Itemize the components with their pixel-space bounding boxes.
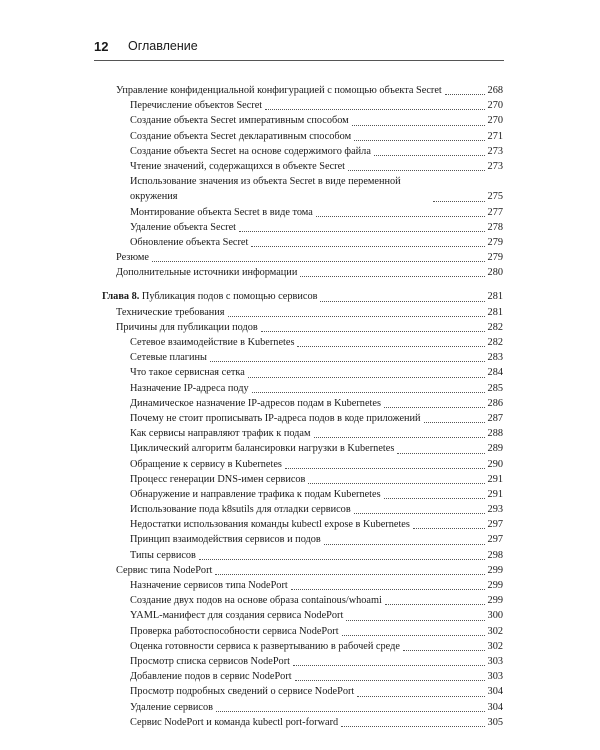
toc-entry-title: [130, 426, 311, 441]
toc-entry-text: Оценка готовности сервиса к развертыванию в рабочей среде: [130, 640, 400, 652]
dot-leader: [385, 604, 485, 605]
toc-entry-title: [130, 174, 430, 204]
toc-entry: [102, 250, 503, 265]
toc-entry: [102, 487, 503, 502]
toc-page-number: 298: [487, 549, 503, 561]
dot-leader: [261, 331, 485, 332]
toc-page-number: 270: [487, 115, 503, 127]
toc-entry-text: Причины для публикации подов: [116, 321, 258, 333]
toc-entry-text: Создание объекта Secret на основе содержимого файла: [130, 145, 371, 157]
toc-entry: [102, 457, 503, 472]
toc-page-number: 291: [487, 473, 503, 485]
toc-page-number: 286: [487, 397, 503, 409]
toc-entry: [102, 235, 503, 250]
toc-entry-title: [130, 98, 262, 113]
toc-entry: [102, 624, 503, 639]
toc-entry-title: [130, 639, 400, 654]
toc-page-number: 282: [487, 321, 503, 333]
toc-chapter-entry: [102, 289, 503, 304]
dot-leader: [285, 468, 485, 469]
toc-entry-title: [130, 472, 305, 487]
toc-entry-text: Сервис типа NodePort: [116, 564, 213, 576]
toc-entry: [102, 335, 503, 350]
toc-entry: [102, 593, 503, 608]
toc-entry: [102, 502, 503, 517]
toc-entry: [102, 396, 503, 411]
dot-leader: [445, 94, 485, 95]
dot-leader: [346, 620, 484, 621]
toc-entry-text: Использование значения из объекта Secret в виде переменной окружения: [130, 176, 401, 203]
toc-page-number: 303: [487, 671, 503, 683]
toc-entry-title: [130, 608, 343, 623]
toc-page-number: 281: [487, 291, 503, 303]
toc-entry-text: Создание двух подов на основе образа containous/whoami: [130, 595, 382, 607]
toc-page-number: 290: [487, 458, 503, 470]
dot-leader: [397, 453, 484, 454]
toc-page-number: 299: [487, 580, 503, 591]
toc-page-number: 285: [487, 382, 503, 394]
toc-entry-text: Обновление объекта Secret: [130, 236, 249, 248]
toc-entry-text: Использование пода k8sutils для отладки сервисов: [130, 504, 351, 516]
toc-page-number: 281: [487, 306, 503, 318]
dot-leader: [216, 711, 485, 712]
toc-entry-title: [130, 502, 351, 517]
toc-page-number: 288: [487, 428, 503, 440]
toc-entry-text: Что такое сервисная сетка: [130, 367, 245, 379]
dot-leader: [308, 483, 484, 484]
toc-entry: [102, 320, 503, 335]
toc-entry-text: Управление конфиденциальной конфигурацией с помощью объекта Secret: [116, 84, 442, 96]
page-header: [94, 36, 504, 61]
toc-entry-text: Сетевые плагины: [130, 352, 207, 364]
dot-leader: [324, 544, 485, 545]
dot-leader: [413, 528, 485, 529]
toc-entry-title: [130, 669, 292, 684]
toc-entry-text: Принцип взаимодействия сервисов и подов: [130, 534, 321, 546]
toc-entry-text: Недостатки использования команды kubectl expose в Kubernetes: [130, 519, 410, 531]
dot-leader: [357, 696, 484, 697]
toc-entry-text: YAML-манифест для создания сервиса NodePort: [130, 610, 344, 622]
toc-page-number: 293: [487, 504, 503, 516]
dot-leader: [251, 246, 484, 247]
toc-entry-text: Просмотр списка сервисов NodePort: [130, 655, 290, 667]
toc-entry: [102, 608, 503, 623]
toc-page-number: 299: [487, 595, 503, 607]
toc-entry-title: [116, 83, 442, 98]
toc-entry-title: [130, 235, 248, 250]
toc-entry: [102, 220, 503, 235]
dot-leader: [320, 301, 484, 302]
dot-leader: [295, 680, 485, 681]
toc-entry-text: Динамическое назначение IP-адресов подам в Kubernetes: [130, 397, 381, 409]
dot-leader: [384, 498, 485, 499]
toc-entry: [102, 669, 503, 684]
toc-entry-title: [130, 517, 410, 532]
dot-leader: [374, 155, 485, 156]
toc-entry-title: [130, 335, 294, 350]
dot-leader: [384, 407, 485, 408]
toc-entry-text: Публикация подов с помощью сервисов: [141, 291, 318, 303]
toc-page-number: 283: [487, 352, 503, 364]
toc-entry: [102, 684, 503, 699]
page-number: 12: [94, 39, 109, 54]
toc-page-number: 282: [487, 337, 503, 348]
dot-leader: [348, 170, 485, 171]
toc-entry-text: Сервис NodePort и команда kubectl port-forward: [130, 716, 339, 728]
toc-entry-title: [130, 654, 290, 669]
toc-page-number: 271: [487, 130, 503, 142]
toc-entry-text: Циклический алгоритм балансировки нагрузки в Kubernetes: [130, 443, 395, 455]
toc-page-number: 273: [487, 145, 503, 157]
toc-entry-text: Резюме: [116, 252, 149, 264]
toc-entry-text: Просмотр подробных сведений о сервисе NodePort: [130, 686, 355, 698]
dot-leader: [314, 437, 485, 438]
dot-leader: [248, 377, 485, 378]
chapter-label: Глава 8.: [102, 291, 140, 303]
toc-page-number: 270: [487, 100, 503, 112]
toc-page-number: 280: [487, 267, 503, 279]
toc-entry-title: [116, 320, 258, 335]
toc-entry-title: [130, 220, 236, 235]
toc-entry: [102, 517, 503, 532]
toc-entry-title: [130, 441, 394, 456]
dot-leader: [342, 635, 485, 636]
toc-entry-title: [130, 548, 196, 563]
toc-entry-title: [130, 396, 381, 411]
toc-entry-title: [130, 113, 349, 128]
dot-leader: [354, 140, 484, 141]
dot-leader: [352, 125, 485, 126]
toc-entry: [102, 98, 503, 113]
toc-entry: [102, 144, 503, 159]
dot-leader: [291, 589, 485, 590]
toc-page-number: 278: [487, 221, 503, 233]
toc-entry-title: [130, 715, 338, 730]
toc-entry: [102, 548, 503, 563]
toc-page-number: 302: [487, 625, 503, 637]
toc-entry-text: Процесс генерации DNS-имен сервисов: [130, 473, 306, 485]
toc-page-number: 277: [487, 206, 503, 218]
running-title: Оглавление: [128, 39, 198, 53]
toc-entry-title: [102, 289, 317, 304]
dot-leader: [293, 665, 485, 666]
toc-entry: [102, 113, 503, 128]
dot-leader: [424, 422, 485, 423]
toc-entry: [102, 365, 503, 380]
dot-leader: [433, 201, 485, 202]
toc-entry: [102, 174, 503, 204]
toc-entry-text: Дополнительные источники информации: [116, 267, 298, 279]
dot-leader: [228, 316, 485, 317]
dot-leader: [215, 574, 484, 575]
toc-entry: [102, 563, 503, 578]
section-gap: [102, 280, 503, 289]
toc-entry: [102, 305, 503, 320]
toc-entry: [102, 205, 503, 220]
toc-entry: [102, 578, 503, 593]
toc-entry-title: [130, 129, 351, 144]
toc-page-number: 299: [487, 564, 503, 576]
table-of-contents: [102, 83, 503, 730]
toc-entry-title: [130, 205, 313, 220]
toc-entry-text: Обнаружение и направление трафика к подам Kubernetes: [130, 488, 381, 500]
dot-leader: [265, 109, 484, 110]
toc-entry-text: Как сервисы направляют трафик к подам: [130, 428, 311, 440]
dot-leader: [199, 559, 485, 560]
toc-entry-title: [130, 487, 381, 502]
toc-page-number: 268: [487, 84, 503, 96]
toc-entry-title: [130, 684, 354, 699]
toc-entry: [102, 700, 503, 715]
toc-entry: [102, 381, 503, 396]
dot-leader: [403, 650, 485, 651]
toc-entry: [102, 441, 503, 456]
toc-page-number: 305: [487, 716, 503, 728]
toc-entry: [102, 639, 503, 654]
toc-entry: [102, 426, 503, 441]
toc-entry-title: [130, 457, 282, 472]
toc-entry-text: Технические требования: [116, 306, 225, 318]
toc-entry-title: [116, 250, 149, 265]
toc-entry-text: Типы сервисов: [130, 549, 196, 561]
toc-entry-title: [116, 265, 297, 280]
toc-page-number: 287: [487, 412, 503, 424]
toc-entry-text: Проверка работоспособности сервиса NodePort: [130, 625, 339, 637]
toc-entry-text: Сетевое взаимодействие в Kubernetes: [130, 337, 295, 348]
toc-entry-text: Обращение к сервису в Kubernetes: [130, 458, 282, 470]
toc-page-number: 289: [487, 443, 503, 455]
toc-page-number: 297: [487, 519, 503, 531]
dot-leader: [354, 513, 485, 514]
toc-entry-text: Добавление подов в сервис NodePort: [130, 671, 292, 683]
toc-page-number: 304: [487, 686, 503, 698]
toc-page-number: 304: [487, 701, 503, 713]
dot-leader: [316, 216, 485, 217]
toc-entry: [102, 715, 503, 730]
toc-page-number: 279: [487, 236, 503, 248]
dot-leader: [297, 346, 484, 347]
dot-leader: [210, 361, 485, 362]
toc-page-number: 297: [487, 534, 503, 546]
toc-entry: [102, 159, 503, 174]
toc-entry: [102, 654, 503, 669]
toc-entry-text: Назначение сервисов типа NodePort: [130, 580, 288, 591]
toc-entry: [102, 472, 503, 487]
toc-entry-title: [130, 381, 249, 396]
dot-leader: [252, 392, 485, 393]
toc-entry: [102, 411, 503, 426]
toc-entry-text: Удаление сервисов: [130, 701, 213, 713]
dot-leader: [300, 276, 484, 277]
toc-page-number: 279: [487, 252, 503, 264]
toc-page-number: 284: [487, 367, 503, 379]
toc-entry-text: Назначение IP-адреса поду: [130, 382, 249, 394]
toc-page-number: 302: [487, 640, 503, 652]
toc-entry-title: [130, 624, 339, 639]
toc-entry-title: [130, 700, 213, 715]
toc-entry: [102, 265, 503, 280]
toc-entry-title: [130, 350, 207, 365]
toc-page-number: 273: [487, 160, 503, 172]
toc-entry-text: Перечисление объектов Secret: [130, 100, 263, 112]
toc-entry-text: Чтение значений, содержащихся в объекте Secret: [130, 160, 346, 172]
toc-entry: [102, 350, 503, 365]
toc-entry-text: Монтирование объекта Secret в виде тома: [130, 206, 313, 218]
dot-leader: [152, 261, 485, 262]
toc-entry-title: [130, 159, 345, 174]
toc-entry-title: [130, 532, 321, 547]
toc-entry-title: [116, 563, 212, 578]
toc-page-number: 291: [487, 488, 503, 500]
toc-page-number: 303: [487, 655, 503, 667]
toc-entry-text: Почему не стоит прописывать IP-адреса подов в коде приложений: [130, 412, 421, 424]
toc-entry-title: [130, 144, 371, 159]
toc-entry-text: Создание объекта Secret императивным способом: [130, 115, 349, 127]
toc-entry-text: Удаление объекта Secret: [130, 221, 237, 233]
toc-entry-title: [130, 578, 288, 593]
toc-entry-title: [116, 305, 225, 320]
dot-leader: [239, 231, 485, 232]
toc-page-number: 300: [487, 610, 503, 622]
toc-entry: [102, 83, 503, 98]
toc-entry: [102, 129, 503, 144]
dot-leader: [341, 726, 484, 727]
toc-entry-title: [130, 365, 245, 380]
toc-entry-text: Создание объекта Secret декларативным способом: [130, 130, 352, 142]
toc-entry: [102, 532, 503, 547]
toc-entry-title: [130, 411, 421, 426]
toc-page-number: 275: [487, 191, 503, 203]
toc-entry-title: [130, 593, 382, 608]
